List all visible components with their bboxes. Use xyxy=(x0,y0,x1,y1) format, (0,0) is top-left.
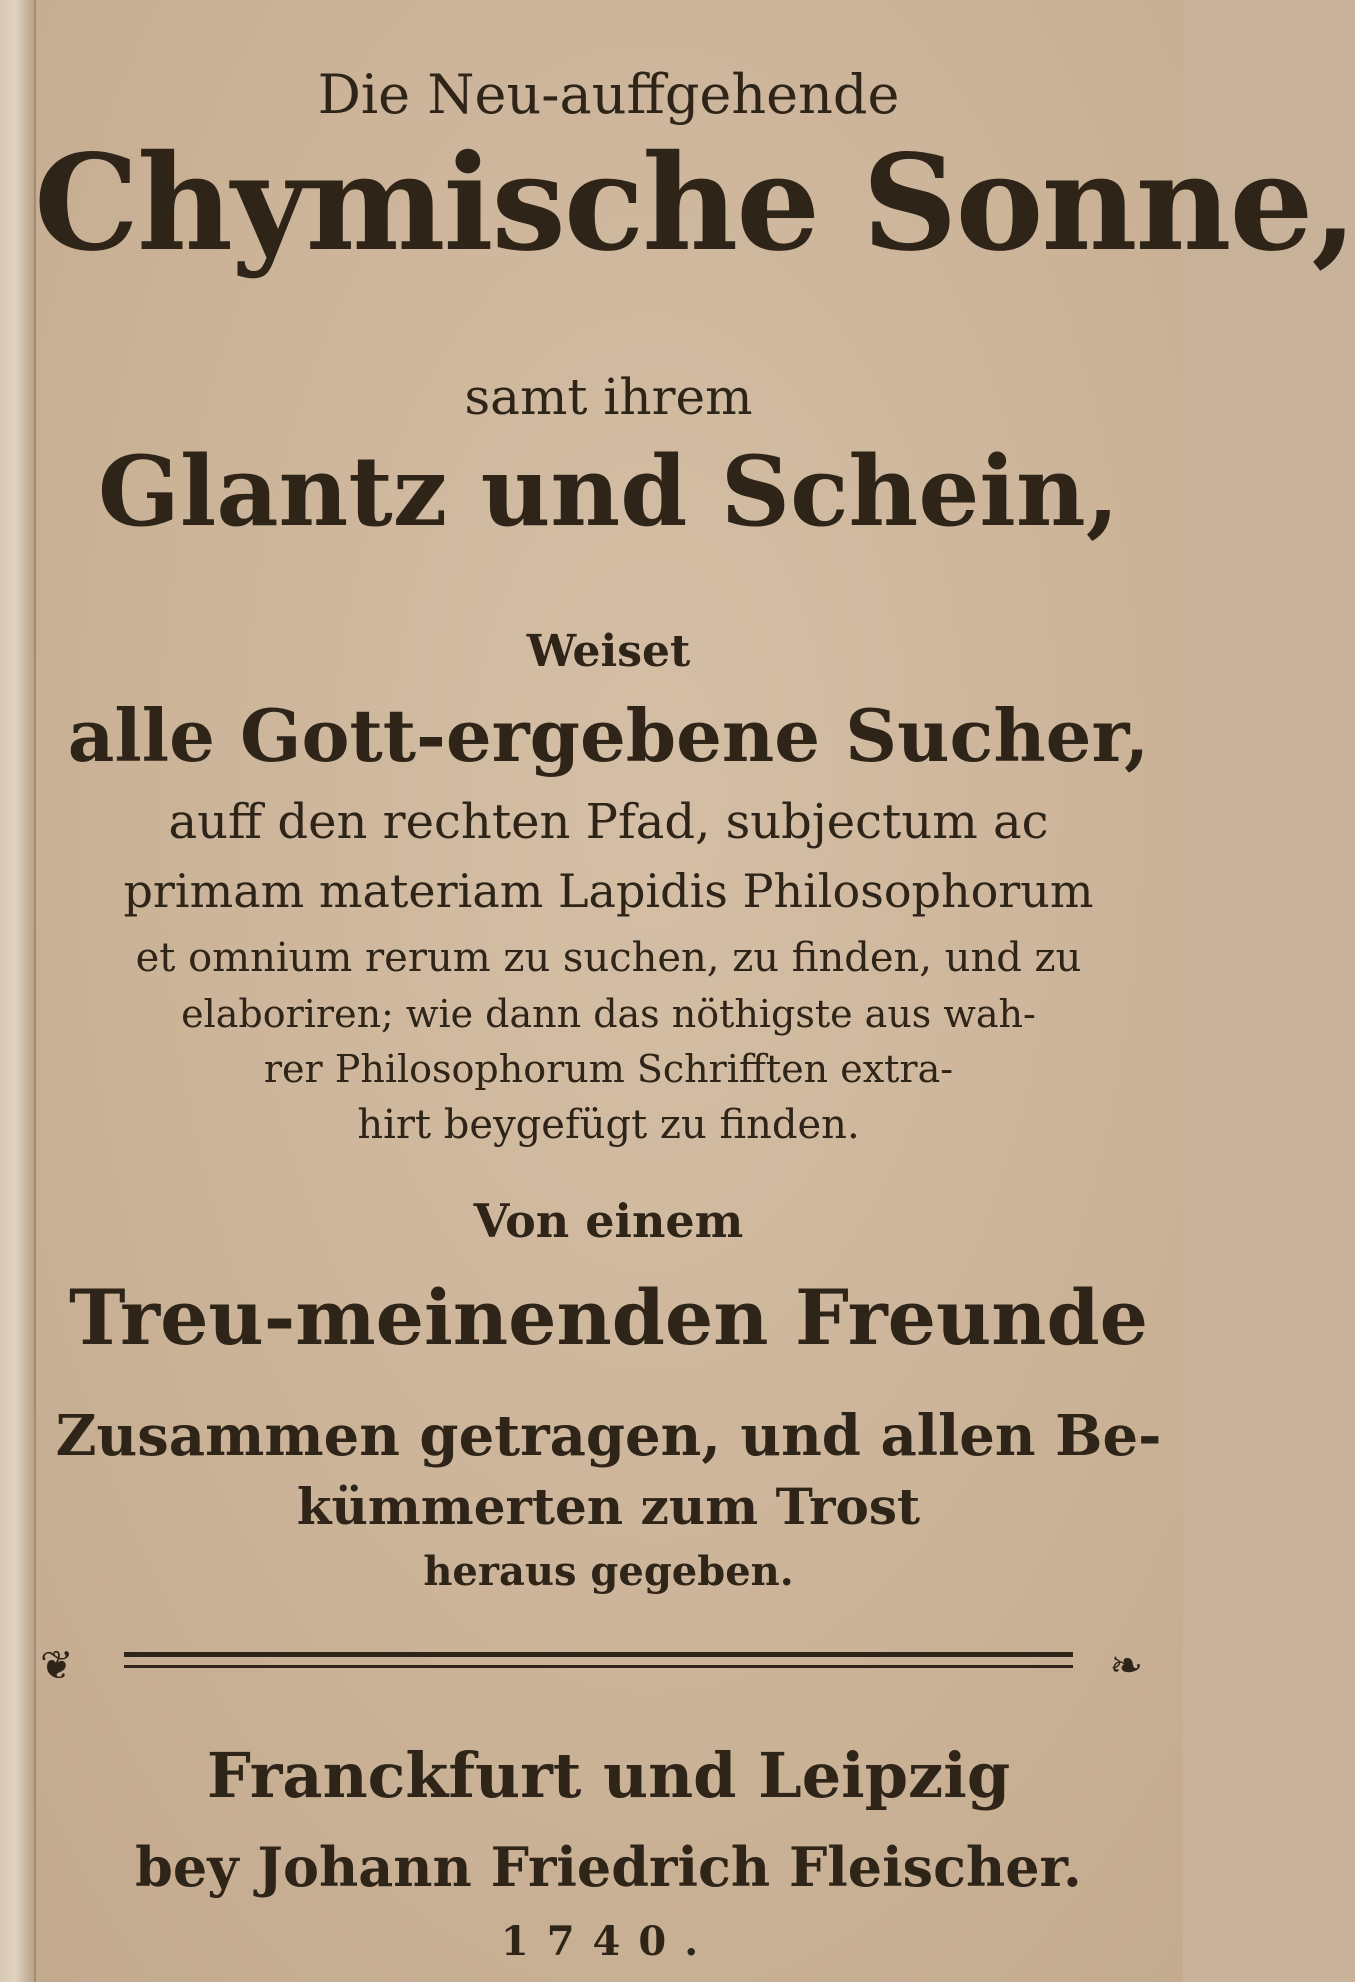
title-line-9: et omnium rerum zu suchen, zu finden, und zu xyxy=(135,935,1082,981)
fleuron-icon: ❦ xyxy=(40,1643,74,1689)
title-line-16: kümmerten zum Trost xyxy=(296,1477,921,1536)
title-line-6: alle Gott-ergebene Sucher, xyxy=(67,693,1150,778)
title-line-5: Weiset xyxy=(526,626,691,677)
title-line-1: Die Neu-auffgehende xyxy=(317,63,900,126)
title-line-10: elaboriren; wie dann das nöthigste aus wah- xyxy=(181,992,1036,1036)
title-line-4: Glantz und Schein, xyxy=(97,435,1120,548)
fleuron-icon: ❧ xyxy=(1109,1643,1143,1689)
page-gutter xyxy=(0,0,36,1982)
ornamental-rule xyxy=(34,1635,1183,1705)
imprint-place: Franckfurt und Leipzig xyxy=(206,1739,1011,1812)
title-line-3: samt ihrem xyxy=(464,368,753,426)
title-line-7: auff den rechten Pfad, subjectum ac xyxy=(168,794,1049,850)
title-line-17: heraus gegeben. xyxy=(423,1548,794,1595)
title-line-12: hirt beygefügt zu finden. xyxy=(357,1102,860,1148)
title-line-8: primam materiam Lapidis Philosophorum xyxy=(123,864,1094,918)
title-line-11: rer Philosophorum Schrifften extra- xyxy=(263,1047,954,1091)
title-line-14: Treu-meinenden Freunde xyxy=(69,1273,1148,1362)
rule-line xyxy=(124,1665,1073,1668)
imprint-publisher: bey Johann Friedrich Fleischer. xyxy=(135,1835,1082,1899)
title-line-13: Von einem xyxy=(473,1194,744,1248)
title-line-15: Zusammen getragen, und allen Be- xyxy=(55,1403,1162,1469)
rule-line xyxy=(124,1652,1073,1657)
main-title: Chymische Sonne, xyxy=(34,126,1355,281)
imprint-year: 1740. xyxy=(500,1918,717,1965)
